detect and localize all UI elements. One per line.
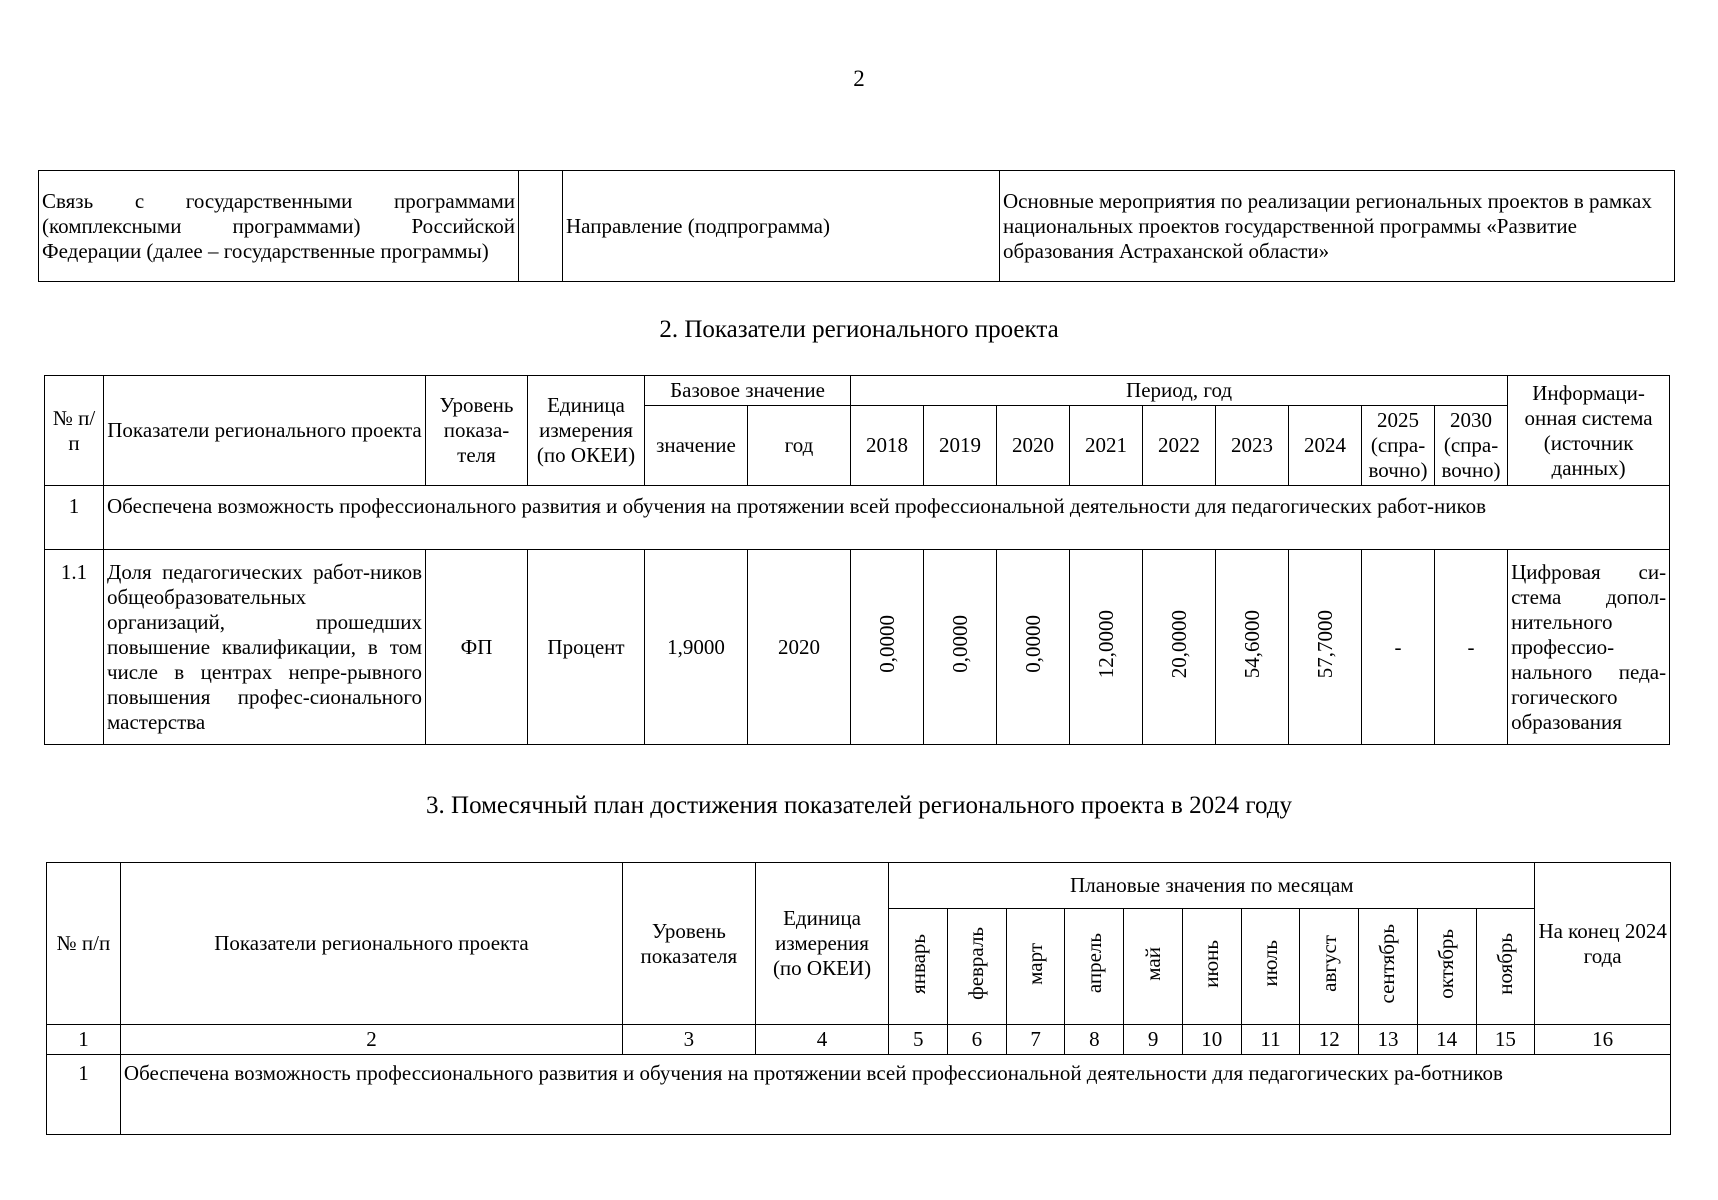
empty-cell: [519, 171, 563, 282]
row-value-cell: [1289, 550, 1362, 745]
section3-title: 3. Помесячный план достижения показателей регионального проекта в 2024 году: [426, 792, 1292, 819]
col-number: 9: [1124, 1025, 1183, 1055]
row-indicator: Доля педагогических работ-ников общеобразовательных организаций, прошедших повышение квалификации, в том числе в центрах непре-рывного повышения профес-сионального мастерства: [104, 550, 426, 745]
direction-label: Направление (подпрограмма): [563, 171, 1000, 282]
row-value: -: [1362, 550, 1435, 745]
header-year: 2019: [924, 406, 997, 486]
col-number: 16: [1535, 1025, 1671, 1055]
m-header-end: На конец 2024 года: [1535, 863, 1671, 1025]
month-cell: [948, 909, 1007, 1025]
row-value-cell: [851, 550, 924, 745]
month-cell: [1476, 909, 1535, 1025]
month-label: ноябрь: [1492, 932, 1517, 995]
monthly-plan-table: [46, 862, 1671, 1135]
row-value-cell: [924, 550, 997, 745]
col-number: 10: [1182, 1025, 1241, 1055]
row-info: Цифровая си-стема допол-нительного профессио-нального педа-гогического образования: [1508, 550, 1670, 745]
header-indicator: Показатели регионального проекта: [104, 376, 426, 486]
m-header-level: Уровень показателя: [623, 863, 756, 1025]
header-year: 2024: [1289, 406, 1362, 486]
col-number: 4: [755, 1025, 889, 1055]
col-number: 7: [1006, 1025, 1065, 1055]
month-label: июнь: [1199, 939, 1224, 988]
program-links-label: Связь с государственными программами (комплексными программами) Российской Федерации (далее – государственные программы): [39, 171, 519, 282]
header-level: Уровень показа-теля: [426, 376, 528, 486]
col-number: 12: [1300, 1025, 1359, 1055]
header-year: 2023: [1216, 406, 1289, 486]
goal-num: 1: [45, 486, 104, 550]
m-header-unit: Единица измерения (по ОКЕИ): [755, 863, 889, 1025]
header-year: 2018: [851, 406, 924, 486]
row-num: 1.1: [45, 550, 104, 745]
row-value: 0,0000: [874, 615, 899, 673]
m-goal-num: 1: [47, 1055, 121, 1135]
month-cell: [1006, 909, 1065, 1025]
month-label: сентябрь: [1375, 923, 1400, 1004]
row-value: 54,6000: [1239, 609, 1264, 679]
row-value: 12,0000: [1093, 609, 1118, 679]
month-label: апрель: [1081, 933, 1106, 994]
header-year: 2030 (спра-вочно): [1435, 406, 1508, 486]
header-period: Период, год: [851, 376, 1508, 406]
row-base-value: 1,9000: [645, 550, 748, 745]
header-unit: Единица измерения (по ОКЕИ): [528, 376, 645, 486]
row-value-cell: [997, 550, 1070, 745]
month-cell: [1300, 909, 1359, 1025]
col-number: 11: [1241, 1025, 1300, 1055]
m-header-plan: Плановые значения по месяцам: [889, 863, 1535, 909]
row-value-cell: [1070, 550, 1143, 745]
month-cell: [1417, 909, 1476, 1025]
header-year: 2022: [1143, 406, 1216, 486]
month-label: март: [1023, 942, 1048, 985]
month-label: август: [1316, 935, 1341, 992]
col-number: 13: [1359, 1025, 1418, 1055]
goal-text: Обеспечена возможность профессионального развития и обучения на протяжении всей профессиональной деятельности для педагогических работ-ников: [104, 486, 1670, 550]
month-cell: [1065, 909, 1124, 1025]
m-header-num: № п/п: [47, 863, 121, 1025]
row-value: -: [1435, 550, 1508, 745]
row-value-cell: [1216, 550, 1289, 745]
col-number: 1: [47, 1025, 121, 1055]
m-goal-text: Обеспечена возможность профессионального развития и обучения на протяжении всей профессиональной деятельности для педагогических ра-ботников: [120, 1055, 1670, 1135]
header-base-value: значение: [645, 406, 748, 486]
m-header-indicator: Показатели регионального проекта: [120, 863, 622, 1025]
col-number: 3: [623, 1025, 756, 1055]
program-links-table: [38, 170, 1675, 282]
page-number: 2: [853, 66, 865, 91]
col-number: 14: [1417, 1025, 1476, 1055]
month-cell: [1359, 909, 1418, 1025]
month-cell: [889, 909, 948, 1025]
section2-title: 2. Показатели регионального проекта: [659, 316, 1059, 343]
month-cell: [1182, 909, 1241, 1025]
header-year: 2020: [997, 406, 1070, 486]
row-value: 57,7000: [1312, 609, 1337, 679]
header-base: Базовое значение: [645, 376, 851, 406]
col-number: 6: [948, 1025, 1007, 1055]
col-number: 15: [1476, 1025, 1535, 1055]
month-cell: [1241, 909, 1300, 1025]
col-number: 8: [1065, 1025, 1124, 1055]
row-value-cell: [1143, 550, 1216, 745]
row-value: 20,0000: [1166, 609, 1191, 679]
row-level: ФП: [426, 550, 528, 745]
program-links-value: Основные мероприятия по реализации региональных проектов в рамках национальных проектов государственной программы «Развитие образования Астраханской области»: [1000, 171, 1675, 282]
month-label: октябрь: [1434, 928, 1459, 999]
row-unit: Процент: [528, 550, 645, 745]
header-info: Информаци-онная система (источник данных): [1508, 376, 1670, 486]
header-num: № п/п: [45, 376, 104, 486]
col-number: 2: [120, 1025, 622, 1055]
month-label: февраль: [964, 927, 989, 1000]
row-value: 0,0000: [1020, 615, 1045, 673]
indicators-table: [44, 375, 1670, 745]
header-year: 2021: [1070, 406, 1143, 486]
col-number: 5: [889, 1025, 948, 1055]
month-label: май: [1140, 946, 1165, 981]
month-label: январь: [905, 933, 930, 994]
row-value: 0,0000: [947, 615, 972, 673]
month-cell: [1124, 909, 1183, 1025]
row-base-year: 2020: [748, 550, 851, 745]
header-year: 2025 (спра-вочно): [1362, 406, 1435, 486]
header-base-year: год: [748, 406, 851, 486]
month-label: июль: [1258, 940, 1282, 987]
